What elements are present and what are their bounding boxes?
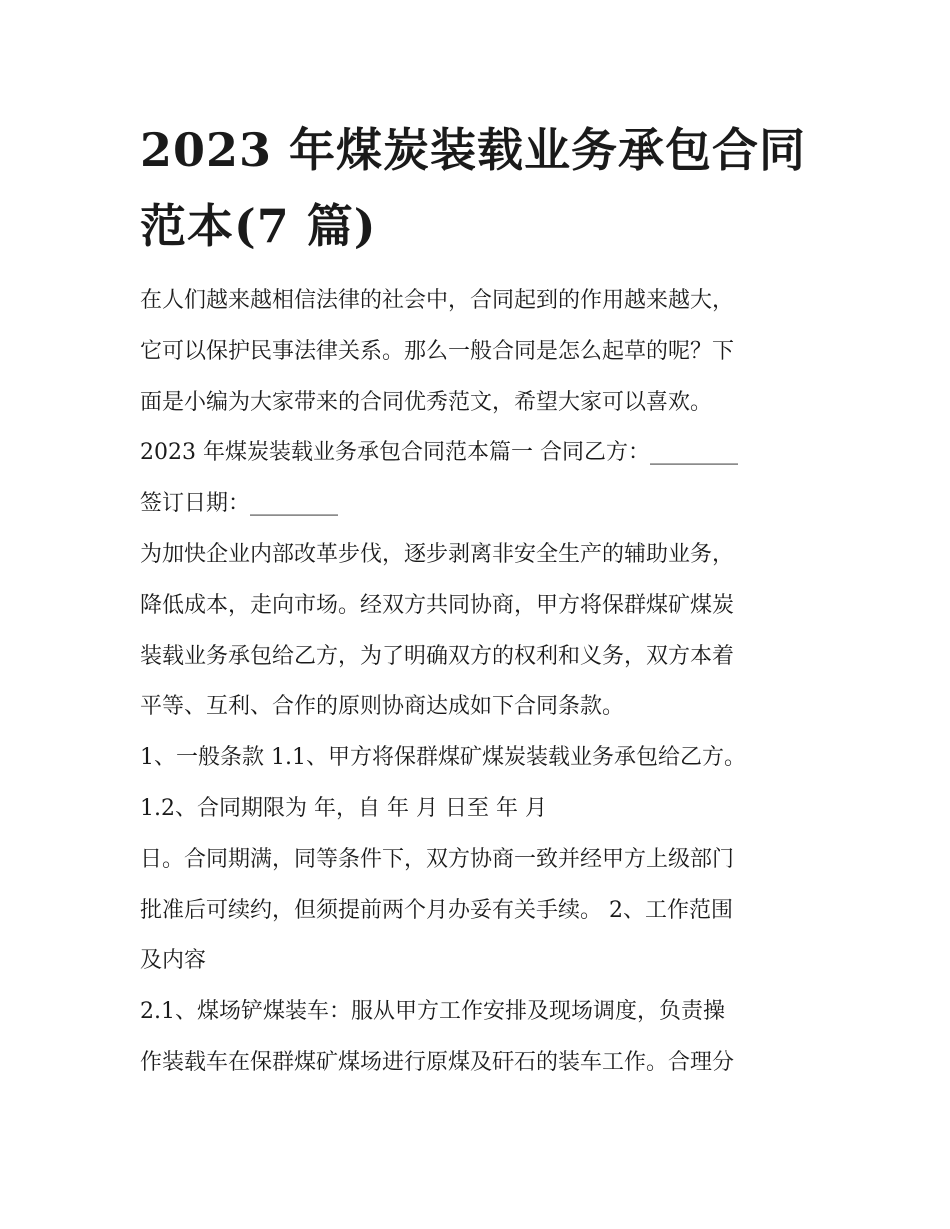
body-line: 签订日期：________ [140, 491, 339, 517]
body-line: 1、一般条款 1.1、甲方将保群煤矿煤炭装载业务承包给乙方。 [140, 745, 746, 771]
title-line: 2023 年煤炭装载业务承包合同 [140, 123, 807, 177]
body-line: 2.1、煤场铲煤装车：服从甲方工作安排及现场调度，负责操 [140, 999, 725, 1025]
document-body [140, 276, 820, 1089]
body-line: 在人们越来越相信法律的社会中，合同起到的作用越来越大， [140, 288, 735, 313]
body-line: 日。合同期满，同等条件下，双方协商一致并经甲方上级部门 [140, 846, 735, 872]
document-title [140, 112, 820, 264]
body-line: 2023 年煤炭装载业务承包合同范本篇一 合同乙方：________ [140, 440, 738, 466]
document-page [140, 112, 820, 1089]
body-line: 装载业务承包给乙方，为了明确双方的权利和义务，双方本着 [140, 643, 735, 669]
body-line: 面是小编为大家带来的合同优秀范文，希望大家可以喜欢。 [140, 389, 713, 415]
body-line: 批准后可续约，但须提前两个月办妥有关手续。 2、工作范围 [140, 897, 733, 923]
body-line: 作装载车在保群煤矿煤场进行原煤及矸石的装车工作。合理分 [140, 1049, 735, 1075]
body-line: 及内容 [140, 948, 207, 974]
body-line: 它可以保护民事法律关系。那么一般合同是怎么起草的呢？下 [140, 338, 735, 364]
body-line: 平等、互利、合作的原则协商达成如下合同条款。 [140, 694, 625, 720]
body-line: 为加快企业内部改革步伐，逐步剥离非安全生产的辅助业务， [140, 541, 735, 567]
title-line: 范本(7 篇) [140, 199, 377, 253]
body-line: 降低成本，走向市场。经双方共同协商，甲方将保群煤矿煤炭 [140, 592, 735, 618]
body-line: 1.2、合同期限为 年，自 年 月 日至 年 月 [140, 795, 547, 821]
